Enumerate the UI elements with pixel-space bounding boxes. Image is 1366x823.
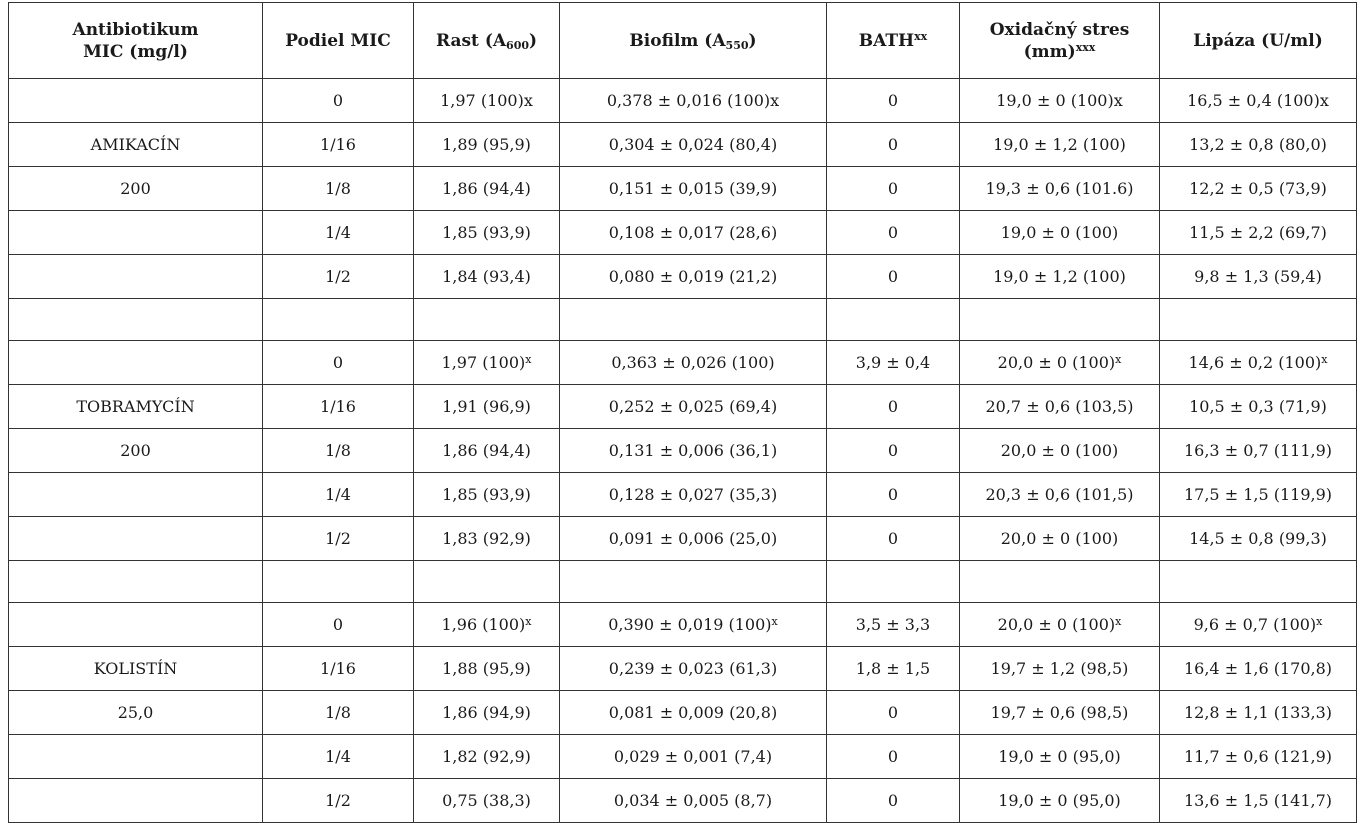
cell-growth — [414, 341, 560, 385]
cell-mic-share — [263, 341, 414, 385]
cell-antibiotic-value: AMIKACÍN — [90, 135, 181, 154]
cell-lipase-value: 9,6 ± 0,7 (100) — [1193, 615, 1317, 634]
header-bath-label: BATH — [858, 30, 915, 51]
cell-oxidative-stress — [960, 167, 1160, 211]
cell-bath — [827, 255, 960, 299]
cell-mic-share-value: 1/8 — [325, 703, 351, 722]
cell-lipase-value: 9,8 ± 1,3 (59,4) — [1194, 267, 1322, 286]
cell-bath — [827, 647, 960, 691]
cell-growth-value: 1,88 (95,9) — [442, 659, 531, 678]
cell-oxidative-stress — [960, 603, 1160, 647]
cell-bath — [827, 385, 960, 429]
cell-mic-share-value: 0 — [332, 353, 344, 372]
table-row — [9, 473, 1357, 517]
cell-lipase — [1160, 385, 1357, 429]
cell-bath — [827, 341, 960, 385]
table-row — [9, 647, 1357, 691]
cell-growth-value: 1,89 (95,9) — [442, 135, 531, 154]
table-row — [9, 735, 1357, 779]
cell-growth — [414, 603, 560, 647]
spacer-row — [9, 561, 1357, 603]
cell-mic-share — [263, 211, 414, 255]
cell-bath-value: 1,8 ± 1,5 — [855, 659, 931, 678]
cell-biofilm-value: 0,108 ± 0,017 (28,6) — [608, 223, 778, 242]
table-row — [9, 211, 1357, 255]
cell-antibiotic — [9, 735, 263, 779]
cell-mic-share — [263, 735, 414, 779]
cell-oxidative-stress — [960, 517, 1160, 561]
spacer-cell — [1160, 299, 1357, 341]
cell-bath-value: 0 — [887, 529, 899, 548]
cell-oxidative-stress-superscript: x — [1115, 615, 1122, 628]
cell-oxidative-stress — [960, 473, 1160, 517]
cell-oxidative-stress — [960, 211, 1160, 255]
cell-biofilm-value: 0,091 ± 0,006 (25,0) — [608, 529, 778, 548]
cell-bath-value: 3,9 ± 0,4 — [855, 353, 931, 372]
cell-biofilm — [560, 255, 827, 299]
cell-bath-value: 0 — [887, 747, 899, 766]
cell-biofilm — [560, 473, 827, 517]
cell-bath-value: 0 — [887, 703, 899, 722]
header-growth — [414, 3, 560, 79]
table-row — [9, 167, 1357, 211]
cell-growth-value: 1,97 (100) — [440, 91, 524, 110]
cell-biofilm-value: 0,304 ± 0,024 (80,4) — [608, 135, 778, 154]
cell-biofilm — [560, 779, 827, 823]
cell-mic-share-value: 1/16 — [320, 659, 356, 678]
cell-biofilm-value: 0,081 ± 0,009 (20,8) — [608, 703, 778, 722]
cell-antibiotic — [9, 691, 263, 735]
cell-biofilm — [560, 167, 827, 211]
cell-bath-value: 0 — [887, 791, 899, 810]
table-body — [9, 79, 1357, 823]
cell-bath — [827, 779, 960, 823]
cell-lipase-value: 16,3 ± 0,7 (111,9) — [1183, 441, 1333, 460]
header-growth-label: Rast (A — [435, 30, 507, 51]
cell-biofilm-value: 0,034 ± 0,005 (8,7) — [613, 791, 773, 810]
cell-growth-value: 1,97 (100) — [441, 353, 526, 372]
spacer-cell — [827, 299, 960, 341]
cell-bath-value: 3,5 ± 3,3 — [855, 615, 931, 634]
cell-bath-value: 0 — [887, 91, 899, 110]
cell-biofilm — [560, 429, 827, 473]
cell-biofilm-value: 0,128 ± 0,027 (35,3) — [608, 485, 778, 504]
cell-biofilm-value: 0,131 ± 0,006 (36,1) — [608, 441, 778, 460]
cell-bath — [827, 123, 960, 167]
cell-growth — [414, 255, 560, 299]
spacer-cell — [1160, 561, 1357, 603]
cell-antibiotic — [9, 647, 263, 691]
cell-lipase-value: 16,5 ± 0,4 (100) — [1187, 91, 1320, 110]
cell-biofilm-value: 0,151 ± 0,015 (39,9) — [608, 179, 778, 198]
cell-bath — [827, 691, 960, 735]
cell-mic-share-value: 1/2 — [325, 529, 351, 548]
table-row — [9, 341, 1357, 385]
cell-oxidative-stress — [960, 79, 1160, 123]
cell-lipase-value: 14,6 ± 0,2 (100) — [1188, 353, 1322, 372]
spacer-cell — [414, 561, 560, 603]
cell-biofilm-value: 0,239 ± 0,023 (61,3) — [608, 659, 778, 678]
cell-lipase — [1160, 167, 1357, 211]
cell-lipase — [1160, 735, 1357, 779]
cell-oxidative-stress-superscript: x — [1115, 353, 1122, 366]
cell-growth-superscript: x — [525, 615, 532, 628]
spacer-cell — [414, 299, 560, 341]
cell-lipase-value: 12,2 ± 0,5 (73,9) — [1189, 179, 1327, 198]
cell-bath — [827, 473, 960, 517]
cell-mic-share — [263, 517, 414, 561]
header-bath-sup: xx — [914, 29, 928, 43]
cell-lipase — [1160, 255, 1357, 299]
cell-lipase-value: 13,6 ± 1,5 (141,7) — [1183, 791, 1333, 810]
cell-growth-value: 1,86 (94,4) — [442, 179, 531, 198]
spacer-cell — [560, 561, 827, 603]
cell-antibiotic — [9, 603, 263, 647]
cell-oxidative-stress — [960, 779, 1160, 823]
cell-growth-value: 1,85 (93,9) — [442, 223, 531, 242]
cell-oxidative-stress — [960, 429, 1160, 473]
cell-growth-mark: x — [523, 91, 533, 110]
spacer-cell — [263, 561, 414, 603]
spacer-cell — [560, 299, 827, 341]
header-oxid-line1: Oxidačný stres — [989, 19, 1130, 40]
cell-mic-share — [263, 123, 414, 167]
cell-oxidative-stress-mark: x — [1113, 91, 1123, 110]
spacer-cell — [9, 561, 263, 603]
cell-oxidative-stress-value: 20,0 ± 0 (100) — [1000, 441, 1119, 460]
cell-biofilm — [560, 603, 827, 647]
cell-oxidative-stress-value: 20,0 ± 0 (100) — [1000, 529, 1119, 548]
cell-lipase-value: 14,5 ± 0,8 (99,3) — [1189, 529, 1327, 548]
cell-growth-value: 1,84 (93,4) — [442, 267, 531, 286]
header-oxid-line2: (mm) — [1023, 41, 1076, 62]
cell-lipase — [1160, 473, 1357, 517]
cell-growth — [414, 79, 560, 123]
table-row — [9, 385, 1357, 429]
cell-bath-value: 0 — [887, 485, 899, 504]
cell-bath — [827, 211, 960, 255]
cell-oxidative-stress — [960, 255, 1160, 299]
cell-antibiotic — [9, 473, 263, 517]
cell-mic-share — [263, 385, 414, 429]
cell-lipase-value: 10,5 ± 0,3 (71,9) — [1189, 397, 1327, 416]
cell-antibiotic — [9, 385, 263, 429]
cell-bath — [827, 167, 960, 211]
cell-mic-share — [263, 779, 414, 823]
cell-biofilm — [560, 735, 827, 779]
header-biofilm-label: Biofilm (A — [629, 30, 726, 51]
table-row — [9, 255, 1357, 299]
cell-antibiotic-value: 200 — [120, 179, 151, 198]
cell-antibiotic — [9, 79, 263, 123]
cell-antibiotic — [9, 211, 263, 255]
cell-lipase — [1160, 779, 1357, 823]
cell-growth — [414, 123, 560, 167]
header-oxid-sup: xxx — [1075, 40, 1096, 54]
cell-bath — [827, 79, 960, 123]
table-row — [9, 517, 1357, 561]
header-biofilm-close: ) — [748, 30, 757, 51]
spacer-cell — [9, 299, 263, 341]
header-antibiotic-line1: Antibiotikum — [72, 19, 199, 40]
cell-mic-share — [263, 79, 414, 123]
cell-oxidative-stress — [960, 341, 1160, 385]
table-row — [9, 603, 1357, 647]
header-mic-share: Podiel MIC — [263, 3, 414, 79]
header-growth-sub: 600 — [506, 38, 530, 52]
spacer-row — [9, 299, 1357, 341]
spacer-cell — [263, 299, 414, 341]
cell-growth-value: 0,75 (38,3) — [442, 791, 531, 810]
cell-mic-share-value: 1/4 — [325, 747, 351, 766]
cell-lipase — [1160, 79, 1357, 123]
cell-bath-value: 0 — [887, 135, 899, 154]
header-antibiotic-line2: MIC (mg/l) — [83, 41, 188, 62]
cell-growth — [414, 385, 560, 429]
cell-lipase — [1160, 603, 1357, 647]
cell-biofilm — [560, 79, 827, 123]
cell-growth-value: 1,91 (96,9) — [442, 397, 531, 416]
cell-oxidative-stress-value: 20,7 ± 0,6 (103,5) — [985, 397, 1134, 416]
cell-growth — [414, 647, 560, 691]
cell-biofilm — [560, 517, 827, 561]
cell-growth-value: 1,85 (93,9) — [442, 485, 531, 504]
cell-oxidative-stress — [960, 385, 1160, 429]
cell-antibiotic-value: 200 — [120, 441, 151, 460]
header-biofilm — [560, 3, 827, 79]
cell-antibiotic — [9, 779, 263, 823]
cell-bath — [827, 429, 960, 473]
header-bath — [827, 3, 960, 79]
cell-growth — [414, 735, 560, 779]
cell-lipase — [1160, 123, 1357, 167]
cell-antibiotic — [9, 341, 263, 385]
cell-oxidative-stress-value: 20,3 ± 0,6 (101,5) — [985, 485, 1134, 504]
cell-bath-value: 0 — [887, 223, 899, 242]
header-lipase: Lipáza (U/ml) — [1160, 3, 1357, 79]
cell-growth — [414, 779, 560, 823]
cell-mic-share-value: 1/4 — [325, 485, 351, 504]
cell-oxidative-stress-value: 20,0 ± 0 (100) — [997, 615, 1116, 634]
cell-oxidative-stress-value: 19,0 ± 0 (95,0) — [998, 747, 1121, 766]
cell-biofilm-mark: x — [770, 91, 780, 110]
cell-mic-share — [263, 603, 414, 647]
cell-lipase — [1160, 691, 1357, 735]
cell-growth-value: 1,86 (94,9) — [442, 703, 531, 722]
cell-lipase-value: 16,4 ± 1,6 (170,8) — [1183, 659, 1333, 678]
cell-lipase-value: 17,5 ± 1,5 (119,9) — [1183, 485, 1333, 504]
cell-bath — [827, 517, 960, 561]
cell-growth-value: 1,86 (94,4) — [442, 441, 531, 460]
cell-biofilm-value: 0,390 ± 0,019 (100) — [608, 615, 772, 634]
cell-mic-share — [263, 255, 414, 299]
cell-biofilm-value: 0,029 ± 0,001 (7,4) — [613, 747, 773, 766]
cell-mic-share — [263, 473, 414, 517]
cell-lipase-value: 11,7 ± 0,6 (121,9) — [1183, 747, 1333, 766]
cell-lipase-superscript: x — [1316, 615, 1323, 628]
cell-growth — [414, 167, 560, 211]
table-row — [9, 123, 1357, 167]
cell-oxidative-stress-value: 20,0 ± 0 (100) — [997, 353, 1116, 372]
cell-oxidative-stress-value: 19,0 ± 0 (100) — [996, 91, 1114, 110]
table-row — [9, 79, 1357, 123]
cell-biofilm-value: 0,080 ± 0,019 (21,2) — [608, 267, 778, 286]
cell-biofilm — [560, 211, 827, 255]
cell-growth-value: 1,82 (92,9) — [442, 747, 531, 766]
cell-oxidative-stress-value: 19,3 ± 0,6 (101.6) — [985, 179, 1134, 198]
cell-biofilm — [560, 691, 827, 735]
header-biofilm-sub: 550 — [725, 38, 749, 52]
cell-biofilm-value: 0,378 ± 0,016 (100) — [606, 91, 771, 110]
header-growth-close: ) — [529, 30, 538, 51]
cell-mic-share-value: 1/4 — [325, 223, 351, 242]
cell-oxidative-stress — [960, 735, 1160, 779]
cell-mic-share — [263, 691, 414, 735]
spacer-cell — [960, 561, 1160, 603]
cell-mic-share-value: 1/2 — [325, 267, 351, 286]
cell-lipase — [1160, 429, 1357, 473]
table-row — [9, 429, 1357, 473]
cell-oxidative-stress-value: 19,0 ± 0 (95,0) — [998, 791, 1121, 810]
cell-oxidative-stress-value: 19,7 ± 0,6 (98,5) — [990, 703, 1129, 722]
cell-biofilm — [560, 123, 827, 167]
cell-bath — [827, 603, 960, 647]
cell-oxidative-stress-value: 19,0 ± 0 (100) — [1000, 223, 1119, 242]
table-row — [9, 779, 1357, 823]
cell-mic-share-value: 1/8 — [325, 179, 351, 198]
spacer-cell — [827, 561, 960, 603]
cell-lipase — [1160, 211, 1357, 255]
cell-mic-share-value: 1/16 — [320, 135, 356, 154]
cell-antibiotic-value: TOBRAMYCÍN — [76, 397, 195, 416]
cell-oxidative-stress — [960, 647, 1160, 691]
cell-bath-value: 0 — [887, 441, 899, 460]
cell-oxidative-stress-value: 19,0 ± 1,2 (100) — [993, 135, 1126, 154]
cell-growth — [414, 211, 560, 255]
cell-oxidative-stress — [960, 691, 1160, 735]
cell-biofilm — [560, 647, 827, 691]
cell-antibiotic-value: KOLISTÍN — [93, 659, 178, 678]
results-table-container — [8, 2, 1357, 823]
cell-lipase — [1160, 517, 1357, 561]
cell-mic-share-value: 1/16 — [320, 397, 356, 416]
cell-antibiotic — [9, 517, 263, 561]
cell-mic-share — [263, 429, 414, 473]
cell-mic-share-value: 1/2 — [325, 791, 351, 810]
cell-growth-value: 1,83 (92,9) — [442, 529, 531, 548]
results-table — [8, 2, 1357, 823]
cell-growth — [414, 517, 560, 561]
cell-lipase-value: 13,2 ± 0,8 (80,0) — [1189, 135, 1327, 154]
cell-oxidative-stress — [960, 123, 1160, 167]
cell-lipase — [1160, 647, 1357, 691]
cell-biofilm — [560, 341, 827, 385]
cell-antibiotic — [9, 255, 263, 299]
cell-lipase — [1160, 341, 1357, 385]
spacer-cell — [960, 299, 1160, 341]
cell-antibiotic — [9, 167, 263, 211]
header-antibiotic — [9, 3, 263, 79]
cell-oxidative-stress-value: 19,0 ± 1,2 (100) — [993, 267, 1126, 286]
cell-mic-share — [263, 647, 414, 691]
cell-growth — [414, 473, 560, 517]
cell-mic-share-value: 0 — [332, 615, 344, 634]
cell-lipase-value: 12,8 ± 1,1 (133,3) — [1183, 703, 1333, 722]
cell-mic-share-value: 1/8 — [325, 441, 351, 460]
cell-bath-value: 0 — [887, 179, 899, 198]
header-row — [9, 3, 1357, 79]
cell-antibiotic — [9, 123, 263, 167]
cell-lipase-superscript: x — [1321, 353, 1328, 366]
cell-mic-share-value: 0 — [332, 91, 344, 110]
cell-biofilm-value: 0,252 ± 0,025 (69,4) — [608, 397, 778, 416]
header-oxid — [960, 3, 1160, 79]
cell-bath — [827, 735, 960, 779]
cell-bath-value: 0 — [887, 267, 899, 286]
table-row — [9, 691, 1357, 735]
cell-biofilm-superscript: x — [771, 615, 778, 628]
cell-growth — [414, 691, 560, 735]
cell-mic-share — [263, 167, 414, 211]
cell-oxidative-stress-value: 19,7 ± 1,2 (98,5) — [990, 659, 1129, 678]
cell-growth — [414, 429, 560, 473]
cell-lipase-mark: x — [1319, 91, 1329, 110]
cell-biofilm-value: 0,363 ± 0,026 (100) — [611, 353, 775, 372]
cell-bath-value: 0 — [887, 397, 899, 416]
cell-antibiotic-value: 25,0 — [117, 703, 154, 722]
cell-growth-value: 1,96 (100) — [441, 615, 526, 634]
cell-lipase-value: 11,5 ± 2,2 (69,7) — [1189, 223, 1327, 242]
cell-growth-superscript: x — [525, 353, 532, 366]
cell-biofilm — [560, 385, 827, 429]
cell-antibiotic — [9, 429, 263, 473]
